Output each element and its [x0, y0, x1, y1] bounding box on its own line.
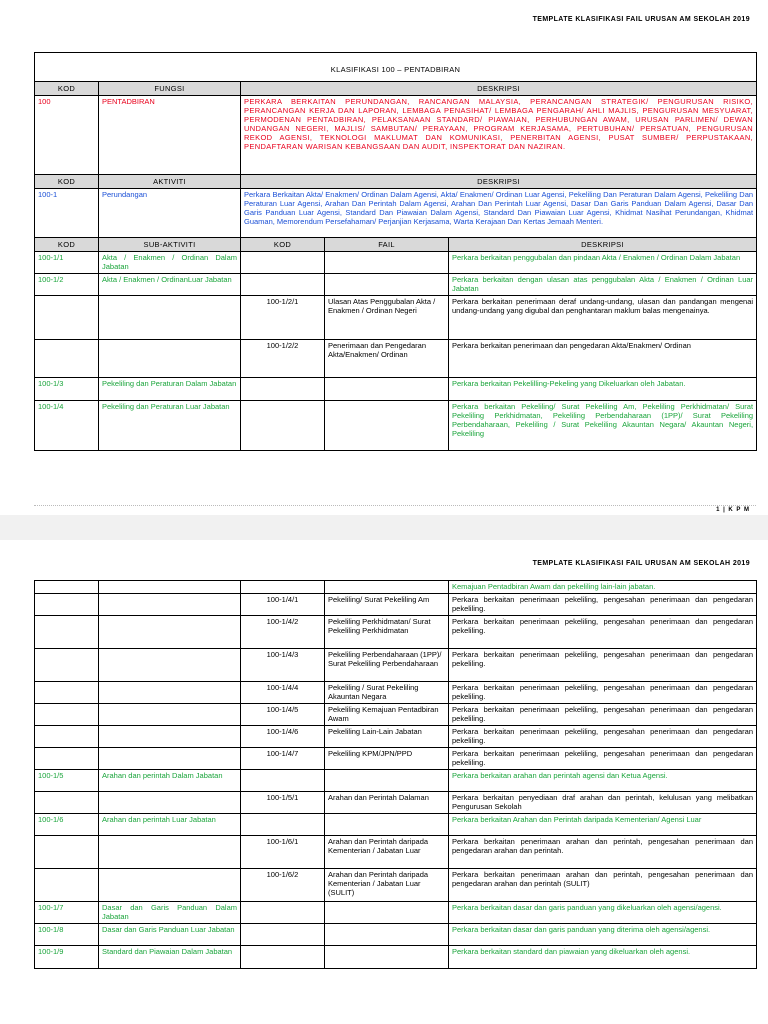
table-row — [35, 748, 757, 770]
row-file-kod: 100-1/4/5 — [241, 704, 325, 726]
row-description: Perkara berkaitan penyediaan draf arahan dan perintah, kelulusan yang melibatkan Pengurusan Sekolah — [449, 792, 757, 814]
table-row — [35, 581, 757, 594]
col-header-deskripsi: DESKRIPSI — [241, 175, 757, 189]
row-sub-aktiviti: Arahan dan perintah Luar Jabatan — [99, 814, 241, 836]
row-kod — [35, 792, 99, 814]
row-description: Perkara berkaitan penggubalan dan pindaan Akta / Enakmen / Ordinan Dalam Jabatan — [449, 252, 757, 274]
table-title-row — [35, 53, 757, 82]
row-sub-aktiviti — [99, 869, 241, 902]
table-row — [35, 869, 757, 902]
row-kod — [35, 726, 99, 748]
table-row — [35, 946, 757, 969]
table-row — [35, 274, 757, 296]
row-description: Perkara berkaitan penerimaan arahan dan perintah, pengesahan penerimaan dan pengedaran arahan dan perintah. — [449, 836, 757, 869]
table-row — [35, 792, 757, 814]
row-fail: Pekeliling / Surat Pekeliling Akauntan Negara — [325, 682, 449, 704]
row-kod — [35, 836, 99, 869]
row-kod — [35, 682, 99, 704]
row-fail: Arahan dan Perintah daripada Kementerian / Jabatan Luar — [325, 836, 449, 869]
row-description: Perkara berkaitan dasar dan garis panduan yang dikeluarkan oleh agensi/agensi. — [449, 902, 757, 924]
row-sub-aktiviti — [99, 649, 241, 682]
row-sub-aktiviti — [99, 748, 241, 770]
row-description: Perkara berkaitan penerimaan pekeliling, pengesahan penerimaan dan pengedaran pekeliling. — [449, 748, 757, 770]
row-fail: Pekeliling/ Surat Pekeliling Am — [325, 594, 449, 616]
fungsi-kod: 100 — [35, 96, 99, 175]
col-header-kod: KOD — [35, 175, 99, 189]
row-file-kod: 100-1/2/2 — [241, 340, 325, 378]
table-row — [35, 649, 757, 682]
row-description: Perkara berkaitan penerimaan pekeliling, pengesahan penerimaan dan pengedaran pekeliling. — [449, 616, 757, 649]
table-row — [35, 296, 757, 340]
row-description: Perkara berkaitan penerimaan pekeliling, pengesahan penerimaan dan pengedaran pekeliling. — [449, 682, 757, 704]
row-file-kod: 100-1/4/1 — [241, 594, 325, 616]
row-sub-aktiviti: Standard dan Piawaian Dalam Jabatan — [99, 946, 241, 969]
aktiviti-kod: 100-1 — [35, 189, 99, 238]
row-sub-aktiviti — [99, 726, 241, 748]
row-fail: Pekeliling Lain-Lain Jabatan — [325, 726, 449, 748]
row-fail: Arahan dan Perintah Dalaman — [325, 792, 449, 814]
fungsi-description: PERKARA BERKAITAN PERUNDANGAN, RANCANGAN MALAYSIA, PERANCANGAN STRATEGIK/ PENGURUSAN RISIKO, PERANCANGAN KERJA DAN LAPORAN, LEMBAGA PENASIHAT/ LEMBAGA PENGARAH/ AHLI MAJLIS, PENGURUSAN MESYUARAT, PERMODENAN PENTADBIRAN, PELAKSANAAN STANDARD/ PIAWAIAN, PERHUBUNGAN AWAM, URUSAN PARLIMEN/ DEWAN UNDANGAN NEGERI, MAJLIS/ SAMBUTAN/ PERAYAAN, PROGRAM KERJASAMA, PERTUBUHAN/ PERSATUAN, PENGURUSAN REKOD AGENSI, TEKNOLOGI MAKLUMAT DAN KOMUNIKASI, PENERBITAN AGENSI, PUSAT SUMBER/ PERPUSTAKAAN, PENDAFTARAN WARISAN KEBANGSAAN DAN AUDIT, INSPEKTORAT DAN NAZIRAN. — [241, 96, 757, 175]
row-kod — [35, 340, 99, 378]
table-row — [35, 814, 757, 836]
col-header-sub-aktiviti: SUB-AKTIVITI — [99, 238, 241, 252]
row-description: Perkara berkaitan penerimaan dan pengedaran Akta/Enakmen/ Ordinan — [449, 340, 757, 378]
row-kod — [35, 616, 99, 649]
table-row — [35, 252, 757, 274]
row-fail — [325, 902, 449, 924]
row-fail: Penerimaan dan Pengedaran Akta/Enakmen/ Ordinan — [325, 340, 449, 378]
col-header-fungsi: FUNGSI — [99, 82, 241, 96]
row-kod — [35, 748, 99, 770]
row-fail: Pekeliling Perkhidmatan/ Surat Pekeliling Perkhidmatan — [325, 616, 449, 649]
row-file-kod: 100-1/4/4 — [241, 682, 325, 704]
row-fail — [325, 401, 449, 451]
row-kod: 100-1/7 — [35, 902, 99, 924]
row-description: Perkara berkaitan penerimaan pekeliling, pengesahan penerimaan dan pengedaran pekeliling. — [449, 649, 757, 682]
row-sub-aktiviti — [99, 581, 241, 594]
row-kod — [35, 869, 99, 902]
row-sub-aktiviti — [99, 296, 241, 340]
row-file-kod — [241, 378, 325, 401]
row-fail — [325, 378, 449, 401]
page-header: TEMPLATE KLASIFIKASI FAIL URUSAN AM SEKOLAH 2019 — [532, 560, 750, 567]
classification-table-continued — [34, 580, 757, 969]
col-header-file-kod: KOD — [241, 238, 325, 252]
row-kod: 100-1/2 — [35, 274, 99, 296]
row-description: Perkara berkaitan Pekeliling/ Surat Pekeliling Am, Pekeliling Perkhidmatan/ Surat Pekeliling Perkhidmatan, Pekeliling Perbendaharaan (1PP)/ Surat Pekeliling Perbendaharaan, Pekeliling / Surat Pekeliling Akauntan Negara/ Akauntan Negeri, Pekeliling — [449, 401, 757, 451]
row-fail — [325, 770, 449, 792]
row-description: Perkara berkaitan penerimaan pekeliling, pengesahan penerimaan dan pengedaran pekeliling. — [449, 594, 757, 616]
row-file-kod — [241, 581, 325, 594]
row-kod: 100-1/8 — [35, 924, 99, 946]
row-file-kod — [241, 401, 325, 451]
row-sub-aktiviti: Pekeliling dan Peraturan Luar Jabatan — [99, 401, 241, 451]
row-description: Kemajuan Pentadbiran Awam dan pekeliling lain-lain jabatan. — [449, 581, 757, 594]
row-fail — [325, 924, 449, 946]
page-footer: 1 | K P M — [716, 507, 750, 513]
row-sub-aktiviti — [99, 682, 241, 704]
row-fail — [325, 946, 449, 969]
row-kod — [35, 704, 99, 726]
fungsi-row — [35, 96, 757, 175]
row-file-kod: 100-1/4/2 — [241, 616, 325, 649]
table-row — [35, 770, 757, 792]
table-row — [35, 704, 757, 726]
page-header: TEMPLATE KLASIFIKASI FAIL URUSAN AM SEKOLAH 2019 — [532, 16, 750, 23]
row-file-kod: 100-1/4/6 — [241, 726, 325, 748]
row-fail: Arahan dan Perintah daripada Kementerian / Jabatan Luar (SULIT) — [325, 869, 449, 902]
row-sub-aktiviti: Dasar dan Garis Panduan Dalam Jabatan — [99, 902, 241, 924]
row-file-kod — [241, 946, 325, 969]
row-file-kod — [241, 902, 325, 924]
row-sub-aktiviti — [99, 594, 241, 616]
row-kod: 100-1/3 — [35, 378, 99, 401]
row-description: Perkara berkaitan penerimaan deraf undang-undang, ulasan dan pandangan mengenai undang-undang yang digubal dan penghantaran maklum balas mengenainya. — [449, 296, 757, 340]
row-fail: Pekeliling KPM/JPN/PPD — [325, 748, 449, 770]
row-kod: 100-1/6 — [35, 814, 99, 836]
row-file-kod — [241, 252, 325, 274]
table-row — [35, 594, 757, 616]
sub-aktiviti-header-row — [35, 238, 757, 252]
row-kod: 100-1/9 — [35, 946, 99, 969]
row-description: Perkara berkaitan Pekelilling-Pekeling yang Dikeluarkan oleh Jabatan. — [449, 378, 757, 401]
row-file-kod: 100-1/6/1 — [241, 836, 325, 869]
row-fail: Pekeliling Kemajuan Pentadbiran Awam — [325, 704, 449, 726]
row-description: Perkara berkaitan penerimaan pekeliling, pengesahan penerimaan dan pengedaran pekeliling. — [449, 726, 757, 748]
row-fail: Pekeliling Perbendaharaan (1PP)/ Surat Pekeliling Perbendaharaan — [325, 649, 449, 682]
row-file-kod: 100-1/4/3 — [241, 649, 325, 682]
row-sub-aktiviti — [99, 616, 241, 649]
row-description: Perkara berkaitan dengan ulasan atas penggubalan Akta / Enakmen / Ordinan Luar Jabatan — [449, 274, 757, 296]
row-file-kod: 100-1/2/1 — [241, 296, 325, 340]
aktiviti-row — [35, 189, 757, 238]
row-fail — [325, 274, 449, 296]
row-sub-aktiviti — [99, 792, 241, 814]
row-file-kod — [241, 274, 325, 296]
row-file-kod — [241, 814, 325, 836]
row-kod — [35, 594, 99, 616]
table-row — [35, 682, 757, 704]
page-2 — [0, 540, 768, 1024]
col-header-deskripsi: DESKRIPSI — [241, 82, 757, 96]
row-file-kod: 100-1/5/1 — [241, 792, 325, 814]
table-row — [35, 340, 757, 378]
fungsi-name: PENTADBIRAN — [99, 96, 241, 175]
row-sub-aktiviti: Pekeliling dan Peraturan Dalam Jabatan — [99, 378, 241, 401]
row-description: Perkara berkaitan arahan dan perintah agensi dan Ketua Agensi. — [449, 770, 757, 792]
row-kod: 100-1/4 — [35, 401, 99, 451]
row-fail — [325, 252, 449, 274]
row-file-kod — [241, 924, 325, 946]
row-kod — [35, 581, 99, 594]
aktiviti-name: Perundangan — [99, 189, 241, 238]
row-description: Perkara berkaitan standard dan piawaian yang dikeluarkan oleh agensi. — [449, 946, 757, 969]
row-file-kod: 100-1/6/2 — [241, 869, 325, 902]
table-row — [35, 836, 757, 869]
table-row — [35, 616, 757, 649]
row-sub-aktiviti — [99, 836, 241, 869]
aktiviti-header-row — [35, 175, 757, 189]
row-file-kod — [241, 770, 325, 792]
row-fail — [325, 814, 449, 836]
table-row — [35, 378, 757, 401]
col-header-fail: FAIL — [325, 238, 449, 252]
row-sub-aktiviti — [99, 340, 241, 378]
row-kod — [35, 296, 99, 340]
footer-divider — [34, 505, 756, 506]
aktiviti-description: Perkara Berkaitan Akta/ Enakmen/ Ordinan Dalam Agensi, Akta/ Enakmen/ Ordinan Luar Agensi, Pekeliling Dan Peraturan Dalam Agensi, Pekeliling Dan Peraturan Luar Agensi, Arahan Dan Perintah Dalam Agensi, Arahan Dan Perintah Luar Agensi, Dasar Dan Garis Panduan Dalam Agensi, Dasar Dan Garis Panduan Luar Agensi, Standard Dan Piawaian Dalam Agensi, Standard Dan Piawaian Luar Agensi, Khidmat Nasihat Perundangan, Khidmat Guaman, Memorendum Persefahaman/ Perjanjian Kerjasama, Warta Kerajaan Dan Kertas Jemaah Menteri. — [241, 189, 757, 238]
row-description: Perkara berkaitan penerimaan arahan dan perintah, pengesahan penerimaan dan pengedaran arahan dan perintah (SULIT) — [449, 869, 757, 902]
row-description: Perkara berkaitan dasar dan garis panduan yang diterima oleh agensi/agensi. — [449, 924, 757, 946]
row-description: Perkara berkaitan Arahan dan Perintah daripada Kementerian/ Agensi Luar — [449, 814, 757, 836]
row-sub-aktiviti: Akta / Enakmen / OrdinanLuar Jabatan — [99, 274, 241, 296]
row-fail: Ulasan Atas Penggubalan Akta / Enakmen / Ordinan Negeri — [325, 296, 449, 340]
col-header-kod: KOD — [35, 82, 99, 96]
page-gap — [0, 515, 768, 540]
classification-table — [34, 52, 757, 451]
row-kod: 100-1/5 — [35, 770, 99, 792]
table-row — [35, 726, 757, 748]
row-sub-aktiviti: Akta / Enakmen / Ordinan Dalam Jabatan — [99, 252, 241, 274]
row-kod: 100-1/1 — [35, 252, 99, 274]
row-file-kod: 100-1/4/7 — [241, 748, 325, 770]
row-description: Perkara berkaitan penerimaan pekeliling, pengesahan penerimaan dan pengedaran pekeliling. — [449, 704, 757, 726]
row-sub-aktiviti: Dasar dan Garis Panduan Luar Jabatan — [99, 924, 241, 946]
row-kod — [35, 649, 99, 682]
fungsi-header-row — [35, 82, 757, 96]
table-row — [35, 401, 757, 451]
table-title: KLASIFIKASI 100 – PENTADBIRAN — [35, 53, 757, 82]
table-row — [35, 924, 757, 946]
row-sub-aktiviti: Arahan dan perintah Dalam Jabatan — [99, 770, 241, 792]
col-header-deskripsi: DESKRIPSI — [449, 238, 757, 252]
table-row — [35, 902, 757, 924]
col-header-aktiviti: AKTIVITI — [99, 175, 241, 189]
col-header-kod: KOD — [35, 238, 99, 252]
row-sub-aktiviti — [99, 704, 241, 726]
row-fail — [325, 581, 449, 594]
